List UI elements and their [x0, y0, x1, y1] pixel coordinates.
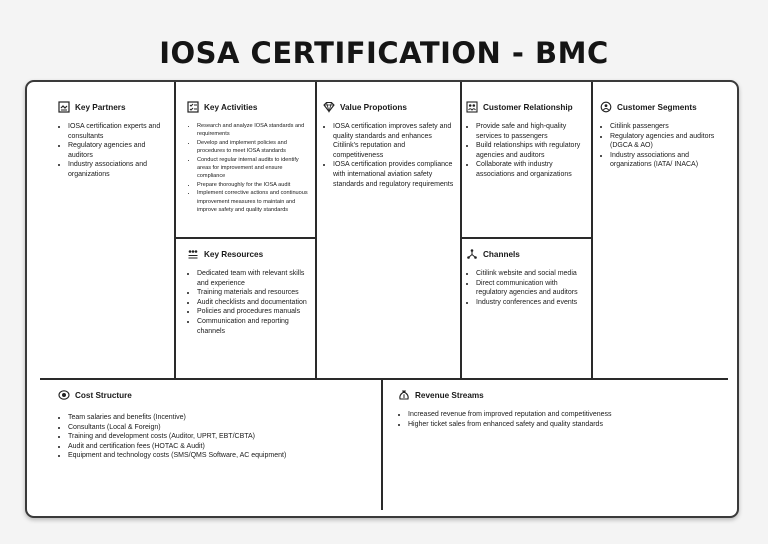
value-propositions-heading: Value Propotions	[340, 102, 407, 112]
divider	[174, 82, 176, 378]
cost-structure-block	[58, 389, 373, 461]
list-item: • Increased revenue from improved reputation and competitiveness	[408, 410, 728, 420]
list-item: • Training and development costs (Auditor, UPRT, EBT/CBTA)	[68, 432, 373, 442]
diamond-icon	[323, 101, 335, 113]
coins-icon	[58, 389, 70, 401]
cost-structure-list	[58, 413, 373, 461]
customer-segments-icon	[600, 101, 612, 113]
key-activities-list	[187, 122, 311, 214]
people-icon	[466, 101, 478, 113]
list-item: • Industry associations and organizations (IATA/ INACA)	[610, 151, 726, 170]
divider	[461, 237, 592, 239]
list-item: • Provide safe and high-quality services to passengers	[476, 122, 588, 141]
team-icon	[187, 248, 199, 260]
channels-heading: Channels	[483, 249, 520, 259]
divider	[315, 82, 317, 378]
list-item: • Research and analyze IOSA standards and requirements	[197, 122, 311, 139]
list-item: • Team salaries and benefits (Incentive)	[68, 413, 373, 423]
list-item: • Build relationships with regulatory agencies and auditors	[476, 141, 588, 160]
customer-relationship-block	[466, 101, 588, 180]
business-model-canvas	[25, 80, 739, 518]
key-resources-heading: Key Resources	[204, 249, 264, 259]
list-item: • Dedicated team with relevant skills and experience	[197, 269, 311, 288]
list-item: • Direct communication with regulatory agencies and auditors	[476, 279, 588, 298]
revenue-streams-heading: Revenue Streams	[415, 390, 484, 400]
page-title: IOSA CERTIFICATION - BMC	[159, 36, 609, 70]
list-item: • Citilink website and social media	[476, 269, 588, 279]
customer-relationship-heading: Customer Relationship	[483, 102, 573, 112]
list-item: • Equipment and technology costs (SMS/QMS Software, AC equipment)	[68, 451, 373, 461]
list-item: • IOSA certification experts and consultants	[68, 122, 170, 141]
list-item: • Prepare thoroughly for the IOSA audit	[197, 181, 311, 189]
customer-segments-block	[600, 101, 726, 170]
list-item: • Audit and certification fees (HOTAC & Audit)	[68, 442, 373, 452]
divider	[381, 379, 383, 510]
revenue-streams-list	[398, 410, 728, 429]
customer-segments-list	[600, 122, 726, 170]
key-activities-block	[187, 101, 311, 214]
list-item: • Audit checklists and documentation	[197, 298, 311, 308]
checklist-icon	[187, 101, 199, 113]
list-item: • Collaborate with industry associations and organizations	[476, 160, 588, 179]
list-item: • Develop and implement policies and procedures to meet IOSA standards	[197, 139, 311, 156]
key-activities-heading: Key Activities	[204, 102, 258, 112]
money-bag-icon	[398, 389, 410, 401]
key-partners-block	[58, 101, 170, 180]
list-item: • Communication and reporting channels	[197, 317, 311, 336]
key-partners-heading: Key Partners	[75, 102, 126, 112]
customer-segments-heading: Customer Segments	[617, 102, 697, 112]
list-item: • Regulatory agencies and auditors (DGCA & AO)	[610, 132, 726, 151]
cost-structure-heading: Cost Structure	[75, 390, 132, 400]
divider	[175, 237, 316, 239]
list-item: • IOSA certification improves safety and quality standards and enhances Citilink's reputation and competitiveness	[333, 122, 457, 160]
key-resources-list	[187, 269, 311, 336]
key-resources-block	[187, 248, 311, 336]
list-item: • IOSA certification provides compliance with international aviation safety standards and regulatory requirements	[333, 160, 457, 189]
list-item: • Industry associations and organizations	[68, 160, 170, 179]
handshake-icon	[58, 101, 70, 113]
list-item: • Conduct regular internal audits to identify areas for improvement and ensure compliance	[197, 156, 311, 181]
customer-relationship-list	[466, 122, 588, 180]
list-item: • Industry conferences and events	[476, 298, 588, 308]
divider	[40, 378, 728, 380]
list-item: • Consultants (Local & Foreign)	[68, 423, 373, 433]
value-propositions-list	[323, 122, 457, 189]
revenue-streams-block	[398, 389, 728, 429]
list-item: • Regulatory agencies and auditors	[68, 141, 170, 160]
list-item: • Training materials and resources	[197, 288, 311, 298]
divider	[591, 82, 593, 378]
list-item: • Policies and procedures manuals	[197, 307, 311, 317]
list-item: • Citilink passengers	[610, 122, 726, 132]
key-partners-list	[58, 122, 170, 180]
channels-block	[466, 248, 588, 307]
divider	[460, 82, 462, 378]
list-item: • Implement corrective actions and continuous improvement measures to maintain and improve safety and quality standards	[197, 189, 311, 214]
channels-list	[466, 269, 588, 307]
network-icon	[466, 248, 478, 260]
list-item: • Higher ticket sales from enhanced safety and quality standards	[408, 420, 728, 430]
value-propositions-block	[323, 101, 457, 189]
